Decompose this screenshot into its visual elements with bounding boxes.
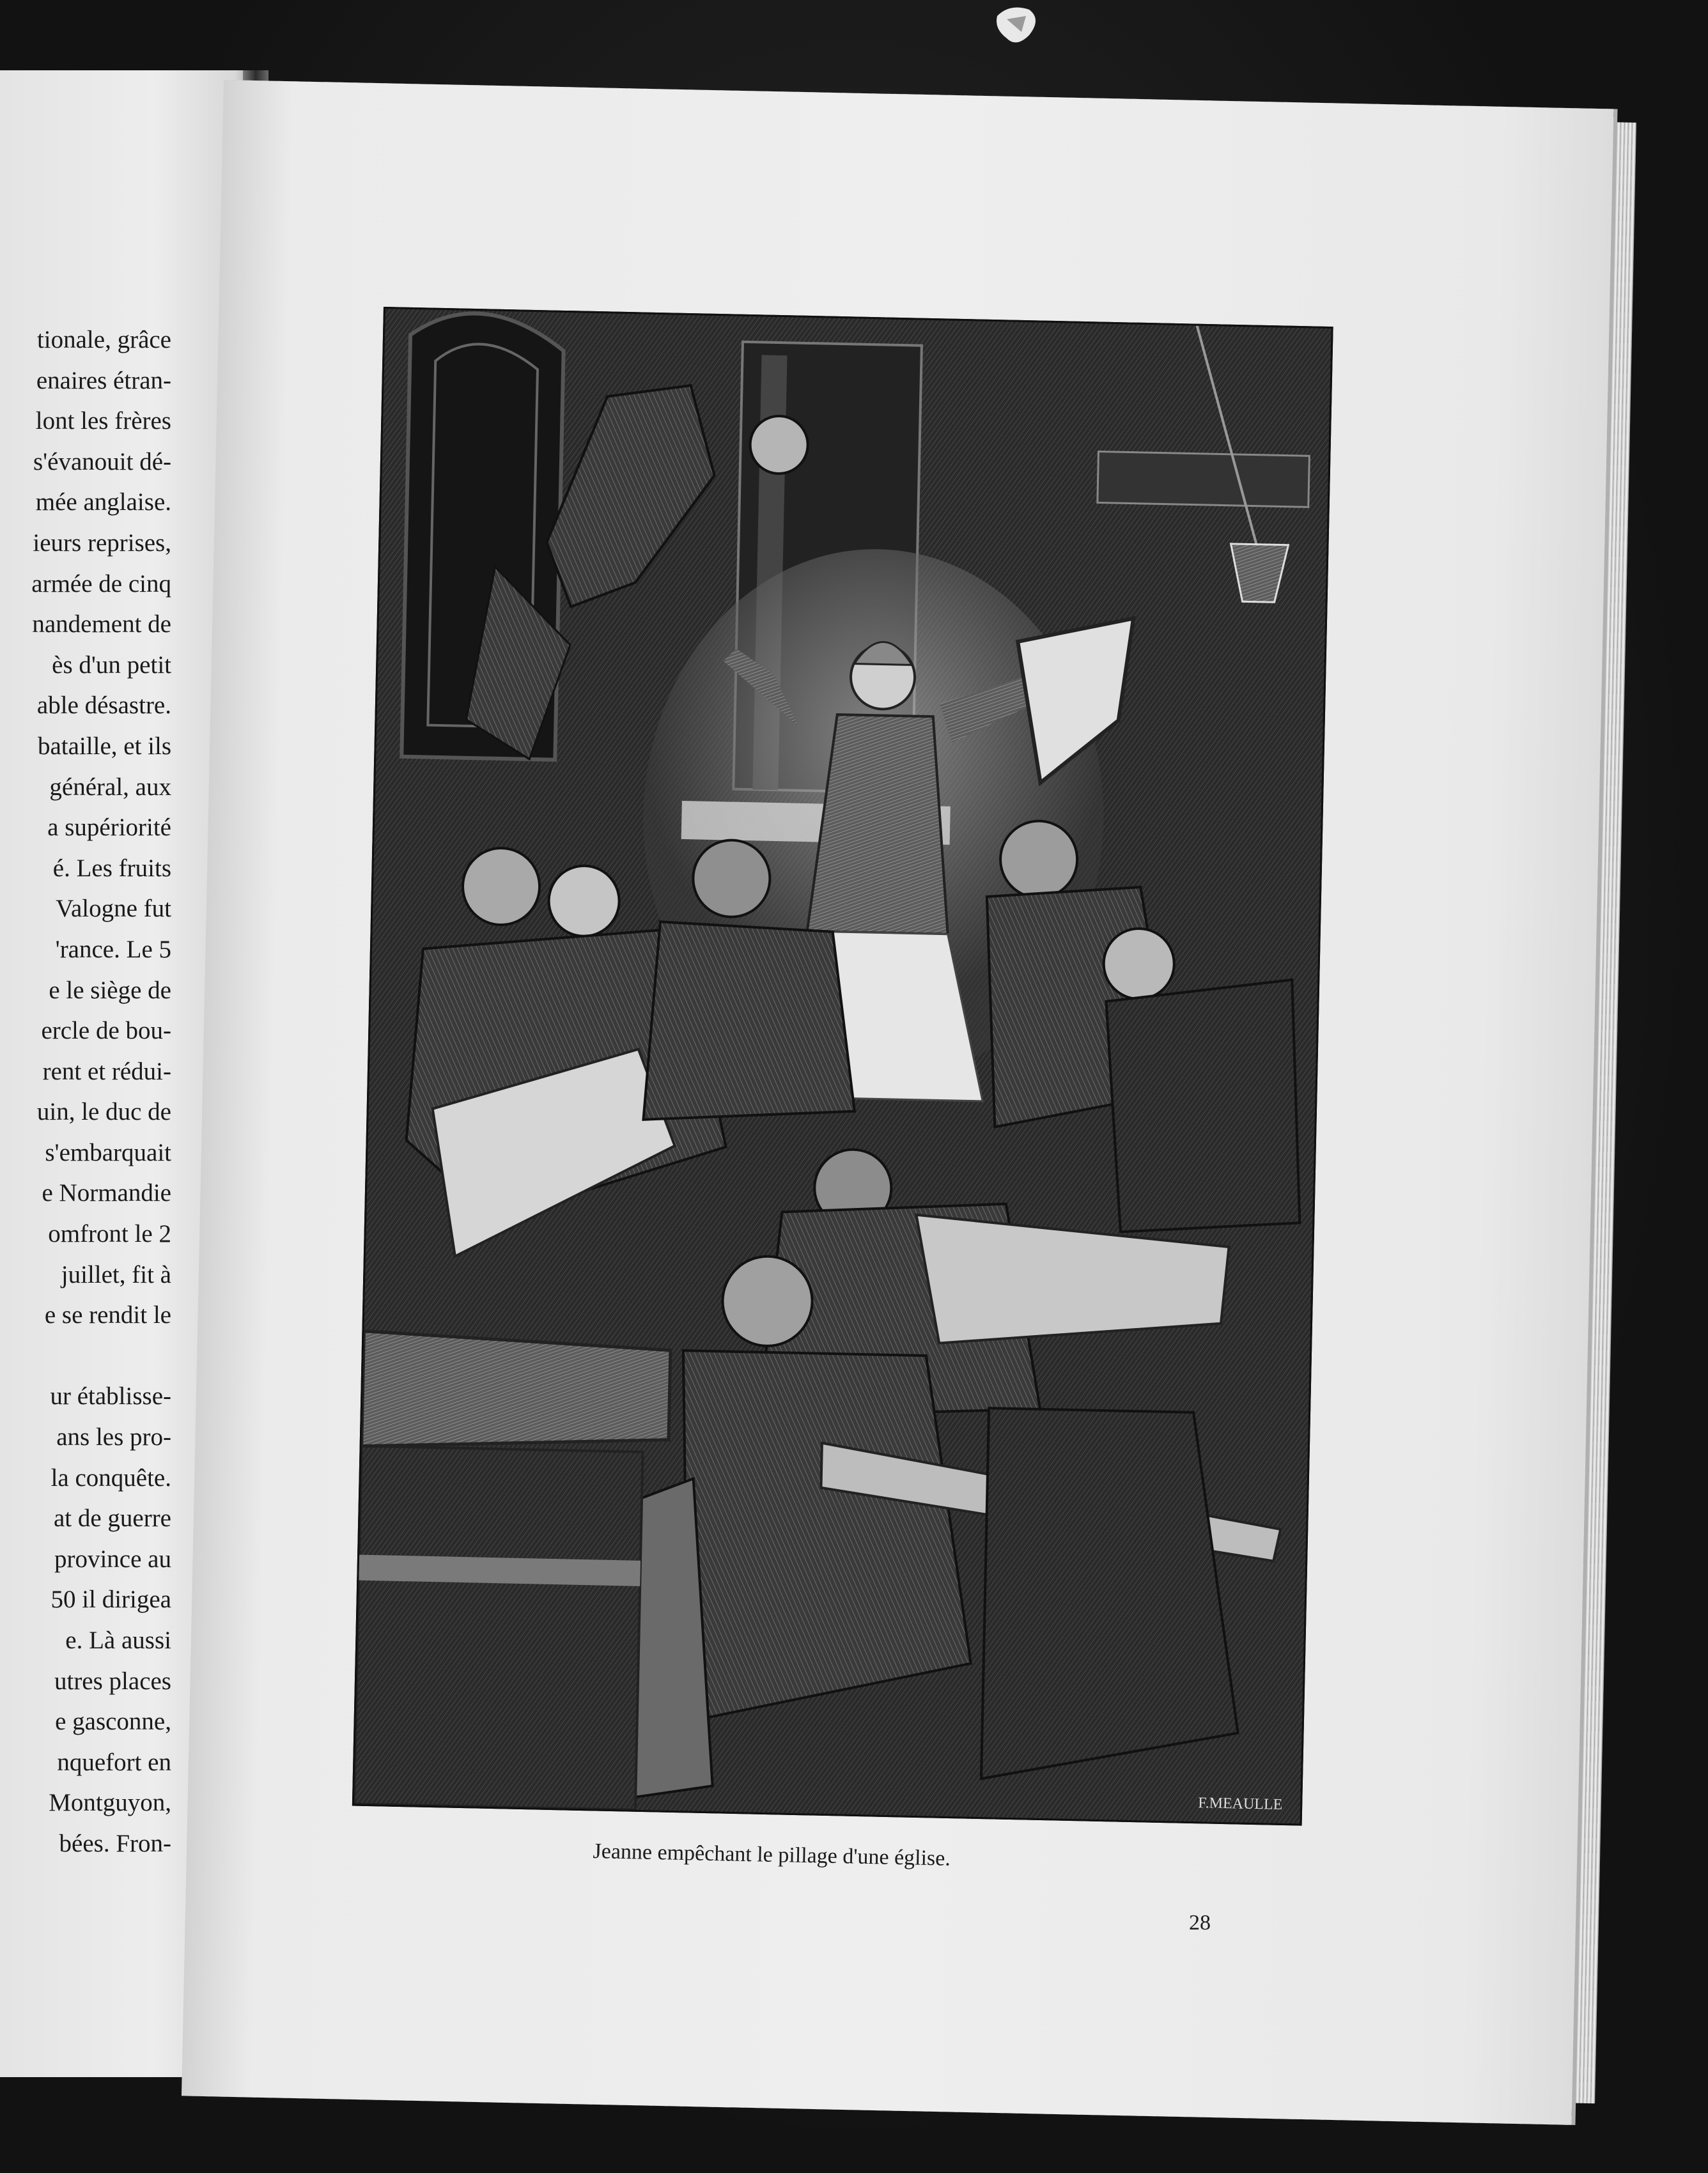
text-line: e Normandie <box>42 1179 171 1207</box>
text-line: bées. Fron- <box>59 1829 171 1857</box>
text-line: rent et rédui- <box>42 1057 171 1085</box>
text-line: a supériorité <box>47 814 171 842</box>
text-line: uin, le duc de <box>36 1098 171 1126</box>
left-page-text <box>0 320 171 1864</box>
text-line: Montguyon, <box>49 1789 171 1817</box>
text-line: province au <box>54 1545 171 1573</box>
engraving-illustration <box>352 307 1333 1826</box>
text-line: nandement de <box>32 610 171 638</box>
engraving-artwork <box>354 309 1331 1823</box>
text-line: bataille, et ils <box>37 732 171 760</box>
artist-signature: F.MEAULLE <box>1197 1795 1283 1813</box>
text-line: e. Là aussi <box>65 1627 171 1654</box>
text-line: omfront le 2 <box>48 1220 171 1248</box>
text-line: 50 il dirigea <box>50 1586 171 1614</box>
text-line: s'évanouit dé- <box>33 447 171 476</box>
text-line: ur établisse- <box>50 1382 171 1411</box>
text-line <box>0 1336 171 1377</box>
text-line: lont les frères <box>35 407 171 435</box>
text-line: la conquête. <box>50 1464 171 1492</box>
text-line: at de guerre <box>53 1504 171 1533</box>
text-line: général, aux <box>49 773 171 801</box>
text-line: utres places <box>54 1667 171 1695</box>
text-line: juillet, fit à <box>61 1260 171 1288</box>
text-line: mée anglaise. <box>35 488 171 516</box>
text-line: armée de cinq <box>31 569 171 598</box>
text-line: e gasconne, <box>55 1708 171 1736</box>
scan-speck <box>991 3 1048 54</box>
text-line: tionale, grâce <box>36 326 171 353</box>
text-line: Valogne fut <box>56 895 171 923</box>
illustration-caption: Jeanne empêchant le pillage d'une église. <box>593 1839 951 1871</box>
text-line: s'embarquait <box>45 1138 171 1166</box>
text-line: ès d'un petit <box>52 651 171 679</box>
page-number: 28 <box>1189 1911 1211 1935</box>
text-line: 'rance. Le 5 <box>55 935 171 963</box>
text-line: é. Les fruits <box>52 854 171 882</box>
text-line: enaires étran- <box>36 366 171 394</box>
text-line: ieurs reprises, <box>33 529 171 557</box>
text-line: e le siège de <box>49 976 171 1004</box>
text-line: ans les pro- <box>56 1423 171 1451</box>
text-line: e se rendit le <box>44 1301 171 1329</box>
text-line: ercle de bou- <box>41 1017 171 1045</box>
text-line: able désastre. <box>36 692 171 720</box>
text-line: nquefort en <box>57 1748 171 1776</box>
